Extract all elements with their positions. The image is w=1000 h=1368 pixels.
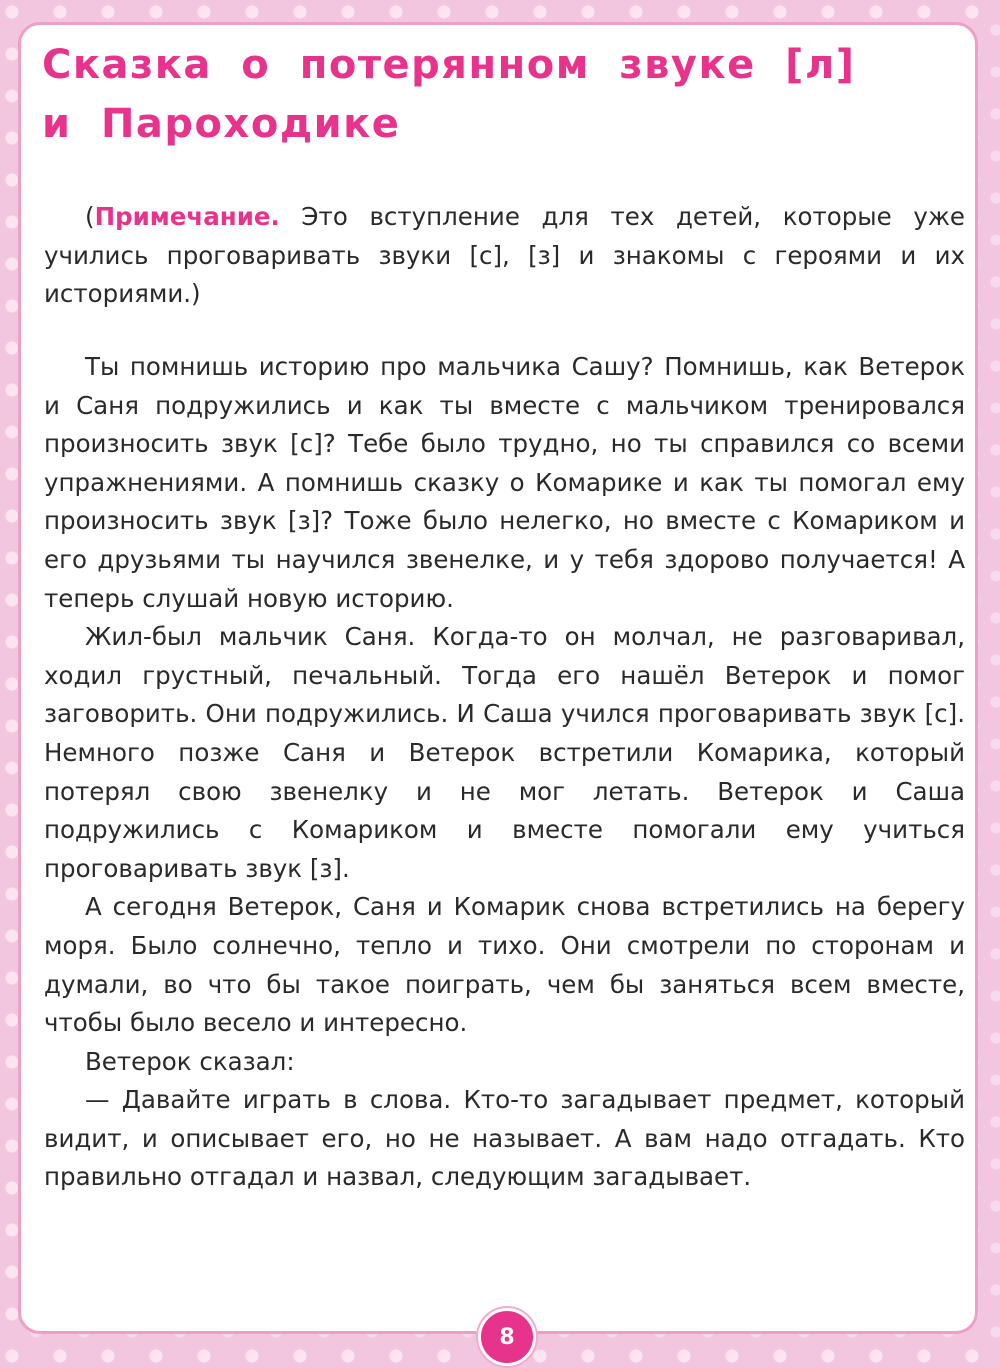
story-text bbox=[44, 348, 965, 1197]
note-paragraph bbox=[44, 198, 965, 314]
page-title bbox=[42, 36, 942, 154]
note-label: Примечание. bbox=[94, 202, 280, 231]
story-paragraph-2: Жил-был мальчик Саня. Когда-то он молчал, не разговаривал, ходил грустный, печальный. Тогда его нашёл Ветерок и помог заговорить. Они подружились. И Саша учился проговаривать звук [с]. Немного позже Саня и Ветерок встретили Комарика, который потерял свою звенелку и не мог летать. Ветерок и Саша подружились с Комариком и вместе помогали ему учиться проговаривать звук [з]. bbox=[44, 622, 965, 883]
note-open-paren: ( bbox=[85, 202, 95, 231]
title-line-2: и Пароходике bbox=[42, 101, 401, 147]
title-line-1: Сказка о потерянном звуке [л] bbox=[42, 42, 856, 88]
note-text: Это вступление для тех детей, которые уже учились проговаривать звуки [с], [з] и знакомы с героями и их историями.) bbox=[44, 202, 965, 309]
story-paragraph-4: Ветерок сказал: bbox=[85, 1046, 295, 1076]
intro-note bbox=[44, 198, 965, 314]
story-paragraph-3: А сегодня Ветерок, Саня и Комарик снова встретились на берегу моря. Было солнечно, тепло и тихо. Они смотрели по сторонам и думали, во что бы такое поиграть, чем бы заняться всем вместе, чтобы было весело и интересно. bbox=[44, 892, 965, 1038]
story-paragraph-1: Ты помнишь историю про мальчика Сашу? Помнишь, как Ветерок и Саня подружились и как ты вместе с мальчиком тренировался произносить звук [с]? Тебе было трудно, но ты справился со всеми упражнениями. А помнишь сказку о Комарике и как ты помогал ему произносить звук [з]? Тоже было нелегко, но вместе с Комариком и его друзьями ты научился звенелке, и у тебя здорово получается! А теперь слушай новую историю. bbox=[44, 352, 965, 613]
page-number: 8 bbox=[499, 1324, 515, 1350]
story-paragraph-5: — Давайте играть в слова. Кто-то загадывает предмет, который видит, и описывает его, но не называет. А вам надо отгадать. Кто правильно отгадал и назвал, следующим загадывает. bbox=[44, 1085, 965, 1192]
page-number-badge bbox=[478, 1308, 536, 1366]
